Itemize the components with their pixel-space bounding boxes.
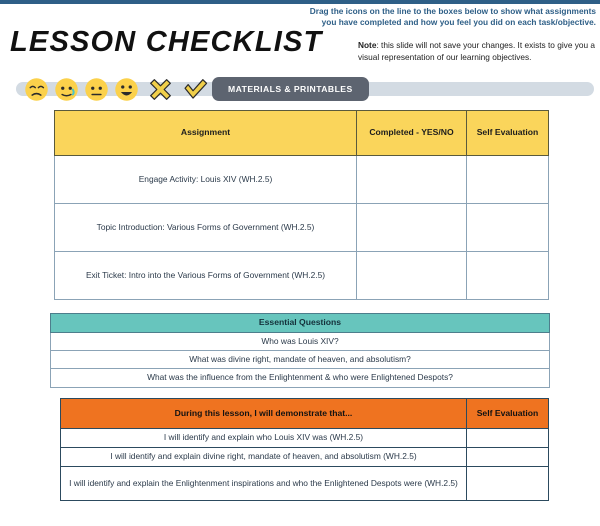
self-evaluation-dropzone[interactable] [467, 252, 549, 300]
emoji-sad-face[interactable] [24, 77, 49, 102]
essential-questions-table [50, 313, 550, 388]
objective-cell: I will identify and explain who Louis XIV was (WH.2.5) [61, 429, 467, 448]
list-item [51, 369, 550, 387]
emoji-happy-face[interactable] [114, 77, 139, 102]
cross-mark-icon[interactable] [147, 76, 174, 103]
drag-instruction-text: Drag the icons on the line to the boxes below to show what assignments you have completed and how you feel you did on each task/objective. [309, 6, 596, 27]
self-evaluation-column-header: Self Evaluation [467, 111, 549, 156]
objective-self-evaluation-dropzone[interactable] [467, 448, 549, 467]
assignment-cell: Topic Introduction: Various Forms of Government (WH.2.5) [55, 204, 357, 252]
objective-cell: I will identify and explain divine right, mandate of heaven, and absolutism (WH.2.5) [61, 448, 467, 467]
completed-dropzone[interactable] [357, 156, 467, 204]
note-block [358, 40, 596, 64]
page-header [0, 4, 600, 104]
objective-self-evaluation-dropzone[interactable] [467, 467, 549, 501]
essential-question-cell: What was the influence from the Enlightenment & who were Enlightened Despots? [51, 369, 550, 387]
list-item [51, 332, 550, 350]
essential-questions-header: Essential Questions [51, 314, 550, 333]
objective-cell: I will identify and explain the Enlightenment inspirations and who the Enlightened Despots were (WH.2.5) [61, 467, 467, 501]
assignment-cell: Engage Activity: Louis XIV (WH.2.5) [55, 156, 357, 204]
essential-question-cell: Who was Louis XIV? [51, 332, 550, 350]
table-row [55, 252, 549, 300]
note-text: : this slide will not save your changes. It exists to give you a visual representation of our learning objectives. [358, 40, 596, 62]
objective-self-evaluation-dropzone[interactable] [467, 429, 549, 448]
completed-column-header: Completed - YES/NO [357, 111, 467, 156]
completed-dropzone[interactable] [357, 204, 467, 252]
essential-question-cell: What was divine right, mandate of heaven, and absolutism? [51, 350, 550, 368]
materials-and-printables-button[interactable]: MATERIALS & PRINTABLES [212, 77, 369, 101]
self-evaluation-dropzone[interactable] [467, 156, 549, 204]
emoji-neutral-face[interactable] [84, 77, 109, 102]
assignment-column-header: Assignment [55, 111, 357, 156]
list-item [51, 350, 550, 368]
objectives-header-row [61, 399, 549, 429]
objectives-self-evaluation-header: Self Evaluation [467, 399, 549, 429]
assignment-table [54, 110, 549, 300]
page-title: LESSON CHECKLIST [10, 26, 323, 58]
objectives-table [60, 398, 549, 501]
note-label: Note [358, 40, 377, 50]
self-evaluation-dropzone[interactable] [467, 204, 549, 252]
objectives-column-header: During this lesson, I will demonstrate that... [61, 399, 467, 429]
check-mark-icon[interactable] [182, 76, 209, 103]
table-row [55, 204, 549, 252]
table-row [61, 429, 549, 448]
assignment-table-header-row [55, 111, 549, 156]
table-row [55, 156, 549, 204]
essential-questions-header-row [51, 314, 550, 333]
emoji-worried-face[interactable] [54, 77, 79, 102]
assignment-cell: Exit Ticket: Intro into the Various Forms of Government (WH.2.5) [55, 252, 357, 300]
table-row [61, 448, 549, 467]
completed-dropzone[interactable] [357, 252, 467, 300]
table-row [61, 467, 549, 501]
icon-strip [24, 72, 209, 106]
